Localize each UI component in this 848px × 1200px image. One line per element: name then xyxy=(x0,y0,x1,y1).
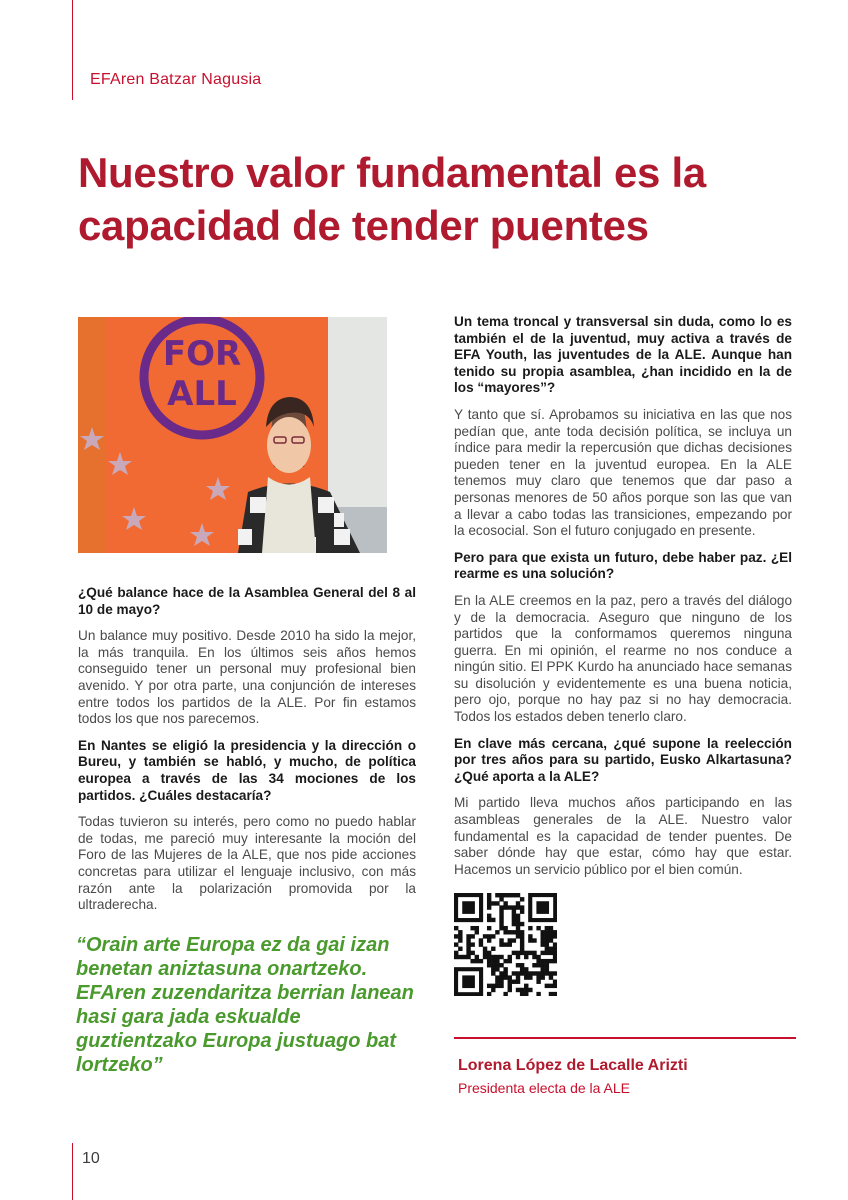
question-3: Un tema troncal y transversal sin duda, como lo es también el de la juventud, muy activa a través de EFA Youth, las juventudes de la ALE. Aunque han tenido su propia asamblea, ¿han incidido en la de los “mayores”? xyxy=(454,314,792,396)
interviewee-name: Lorena López de Lacalle Arizti xyxy=(458,1057,688,1074)
article-title: Nuestro valor fundamental es la capacidad de tender puentes xyxy=(78,149,706,249)
pull-quote: “Orain arte Europa ez da gai izan benetan aniztasuna onartzeko. EFAren zuzendaritza berrian lanean hasi gara jada eskualde guztientzako Europa justuago bat lortzeko” xyxy=(76,934,414,1076)
svg-text:FOR: FOR xyxy=(162,334,242,374)
answer-4: En la ALE creemos en la paz, pero a través del diálogo y de la democracia. Aseguro que ninguno de los partidos que la conformamos queremos ninguna guerra. En mi opinión, el rearme no nos conduce a ningún sitio. El PPK Kurdo ha anunciado hace semanas su disolución y evidentemente es una buena noticia, pero ojo, porque no hay paz si no hay democracia. Todos los estados deben tenerlo claro. xyxy=(454,592,792,725)
question-5: En clave más cercana, ¿qué supone la reelección por tres años para su partido, Eusko Alkartasuna? ¿Qué aporta a la ALE? xyxy=(454,735,792,784)
answer-3: Y tanto que sí. Aprobamos su iniciativa en las que nos pedían que, ante toda decisión política, se incluya un índice para medir la repercusión que dichas decisiones pueden tener en la juventud europea. En la ALE tenemos muy claro que tenemos que dar paso a personas menores de 50 años porque son las que van a llevar a cabo todas las transiciones, empezando por la ecosocial. Son el futuro conjugado en presente. xyxy=(454,406,792,539)
question-4: Pero para que exista un futuro, debe haber paz. ¿El rearme es una solución? xyxy=(454,549,792,582)
question-2: En Nantes se eligió la presidencia y la dirección o Bureu, y también se habló, y mucho, de política europea a través de las 34 mociones de los partidos. ¿Cuáles destacaría? xyxy=(78,737,416,803)
left-column xyxy=(78,585,416,924)
right-column xyxy=(454,314,792,888)
article-photo xyxy=(78,317,387,553)
margin-rule-bottom xyxy=(72,1143,73,1200)
page-number: 10 xyxy=(82,1150,100,1167)
section-label: EFAren Batzar Nagusia xyxy=(90,71,262,88)
margin-rule-top xyxy=(72,0,73,100)
answer-1: Un balance muy positivo. Desde 2010 ha sido la mejor, la más tranquila. En los últimos seis años hemos conseguido tener un personal muy profesional bien avenido. Y por otra parte, una conjunción de intereses entre todos los partidos de la ALE. Por fin estamos todos los que nos parecemos. xyxy=(78,628,416,727)
qr-code[interactable] xyxy=(454,893,557,996)
svg-text:ALL: ALL xyxy=(167,374,237,414)
answer-5: Mi partido lleva muchos años participando en las asambleas generales de la ALE. Nuestro valor fundamental es la capacidad de tender puentes. De saber dónde hay que estar, cómo hay que estar. Hacemos un servicio público por el bien común. xyxy=(454,795,792,877)
signature-rule xyxy=(454,1037,796,1039)
question-1: ¿Qué balance hace de la Asamblea General del 8 al 10 de mayo? xyxy=(78,585,416,617)
interviewee-role: Presidenta electa de la ALE xyxy=(458,1080,631,1096)
answer-2: Todas tuvieron su interés, pero como no puedo hablar de todas, me pareció muy interesante la moción del Foro de las Mujeres de la ALE, que nos pide acciones concretas para utilizar el lenguaje inclusivo, con más razón ante la polarización promovida por la ultraderecha. xyxy=(78,814,416,913)
